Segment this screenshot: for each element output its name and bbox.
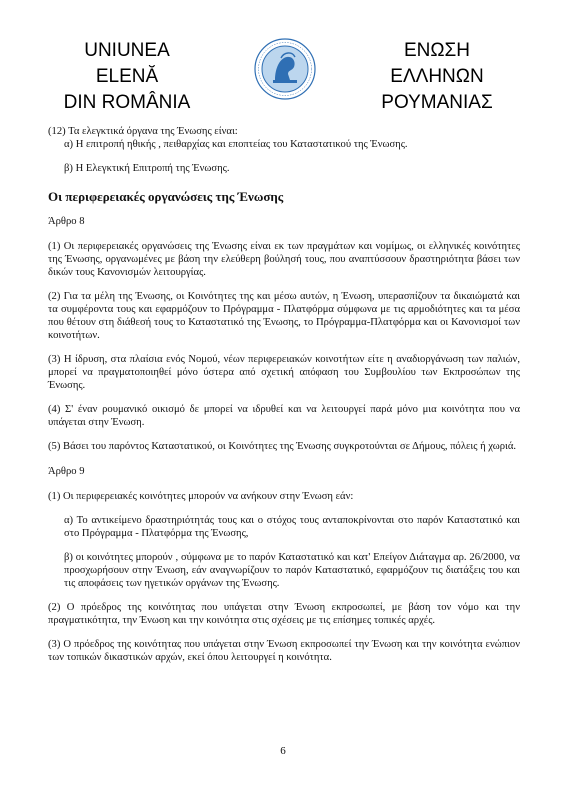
page-number: 6: [280, 745, 286, 757]
letterhead: [0, 38, 566, 113]
section-heading: Οι περιφερειακές οργανώσεις της Ένωσης: [48, 189, 284, 204]
org-name-romanian-line2: DIN ROMÂNIA: [63, 92, 191, 113]
article-9-paragraph-2: (2) Ο πρόεδρος της κοινότητας που υπάγεται στην Ένωση εκπροσωπεί, με βάση τον νόμο και την πραγματικότητα, την Ένωση και την κοινότητα στις σχέσεις με τις επίσημες τοπικές αρχές.: [48, 602, 520, 626]
article-9-paragraph-1a: α) Το αντικείμενο δραστηριότητάς τους και ο στόχος τους ανταποκρίνονται στο παρόν Καταστατικό και στο Πρόγραμμα - Πλατφόρμα της Ένωσης,: [64, 515, 520, 539]
article-9-paragraph-1b: β) οι κοινότητες μπορούν , σύμφωνα με το παρόν Καταστατικό και κατ' Επείγον Διάταγμα αρ. 26/2000, να προσχωρήσουν στην Ένωση, εάν αναγνωρίζουν το παρόν Καταστατικό, εφαρμόζουν τις διατάξεις του και τις αποφάσεις των ηγετικών οργάνων της Ένωσης.: [64, 552, 520, 589]
union-logo-icon: [254, 38, 316, 100]
article-8-paragraph-5: (5) Βάσει του παρόντος Καταστατικού, οι Κοινότητες της Ένωσης συγκροτούνται σε Δήμους, πόλεις ή χωριά.: [48, 441, 517, 452]
org-name-greek-line2: ΡΟΥΜΑΝΙΑΣ: [381, 92, 493, 113]
paragraph-12a: α) Η επιτροπή ηθικής , πειθαρχίας και εποπτείας του Καταστατικού της Ένωσης.: [64, 139, 408, 150]
paragraph-12: (12) Τα ελεγκτικά όργανα της Ένωσης είναι:: [48, 126, 238, 137]
article-9-title: Άρθρο 9: [48, 466, 85, 477]
article-8-paragraph-2: (2) Για τα μέλη της Ένωσης, οι Κοινότητες της και μέσω αυτών, η Ένωση, υπερασπίζουν τα δικαιώματά και τα συμφέροντα τους και εφαρμόζουν το Πρόγραμμα - Πλατφόρμα σύμφωνα με τις αρμοδιότητες και τα μέσα που θέτουν στη διάθεσή τους το Καταστατικό της Ένωσης, το Πρόγραμμα-Πλατφόρμα και οι Κανονισμοί των κοινοτήτων.: [48, 291, 520, 341]
article-8-paragraph-4: (4) Σ' έναν ρουμανικό οικισμό δε μπορεί να ιδρυθεί και να λειτουργεί παρά μόνο μια κοινότητα που να υπάγεται στην Ένωση.: [48, 404, 520, 428]
article-8-paragraph-3: (3) Η ίδρυση, στα πλαίσια ενός Νομού, νέων περιφερειακών κοινοτήτων είτε η αναδιοργάνωση των παλιών, μπορεί να πραγματοποιηθεί μόνο ύστερα από σχετική απόφαση του Συμβουλίου των Εκπροσώπων της Ένωσης.: [48, 354, 520, 391]
org-name-romanian: [52, 38, 202, 116]
article-9-paragraph-1: (1) Οι περιφερειακές κοινότητες μπορούν να ανήκουν στην Ένωση εάν:: [48, 491, 354, 502]
article-8-title: Άρθρο 8: [48, 216, 85, 227]
article-8-paragraph-1: (1) Οι περιφερειακές οργανώσεις της Ένωσης είναι εκ των πραγμάτων και νομίμως, οι ελληνικές κοινότητες της Ένωσης, οργανωμένες με βάση την ελεύθερη βούλησή τους, που αναπτύσσουν δραστηριότητα βάσει των δικών τους Κανονισμών λειτουργίας.: [48, 241, 520, 278]
article-9-paragraph-3: (3) Ο πρόεδρος της κοινότητας που υπάγεται στην Ένωση εκπροσωπεί την Ένωση και την κοινότητα ενώπιον των τοπικών δικαστικών αρχών, εκεί όπου λειτουργεί η κοινότητα.: [48, 639, 520, 663]
org-name-romanian-line1: UNIUNEA ELENĂ: [84, 40, 170, 87]
org-name-greek: [362, 38, 512, 116]
org-name-greek-line1: ΕΝΩΣΗ ΕΛΛΗΝΩΝ: [390, 40, 484, 87]
document-body: [48, 125, 520, 664]
paragraph-12b: β) Η Ελεγκτική Επιτροπή της Ένωσης.: [64, 163, 230, 174]
